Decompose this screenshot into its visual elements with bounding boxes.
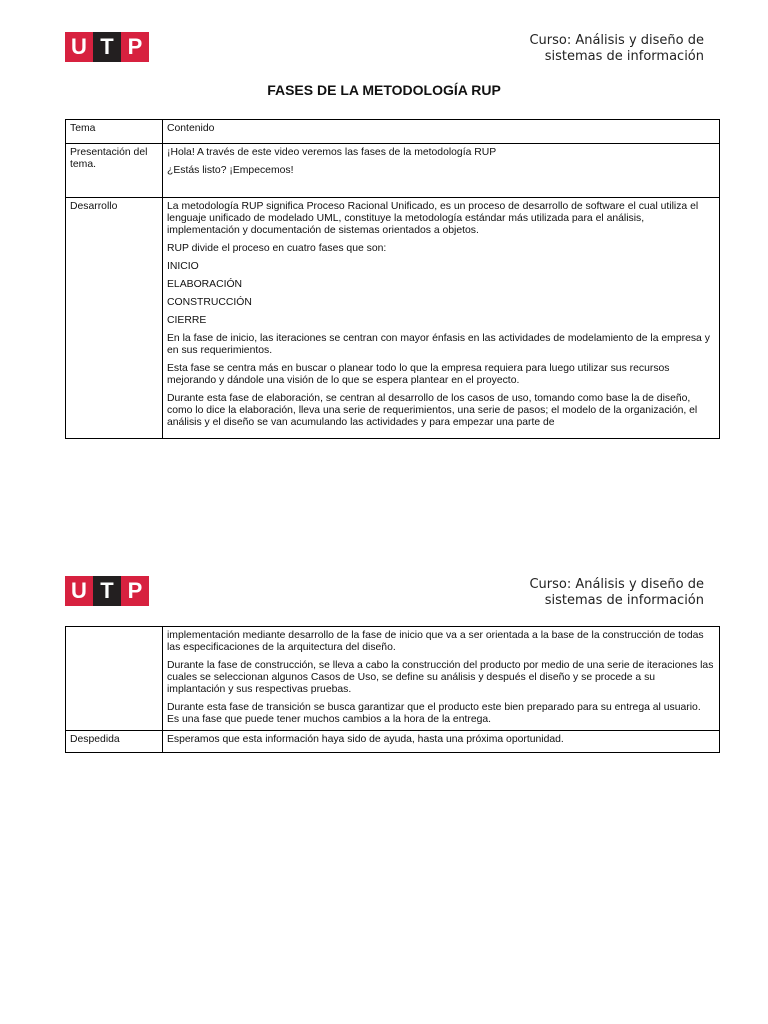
row-tema-despedida: Despedida: [66, 731, 163, 753]
table-header-row: [66, 120, 720, 144]
paragraph: La metodología RUP significa Proceso Racional Unificado, es un proceso de desarrollo de software el cual utiliza el lenguaje unificado de modelado UML, constituye la metodología estándar más utilizada para el análisis, implementación y documentación de sistemas orientados a objetos.: [167, 201, 699, 236]
content-table-continued: [65, 626, 720, 753]
document-title: FASES DE LA METODOLOGÍA RUP: [267, 82, 501, 98]
phase-construccion: CONSTRUCCIÓN: [167, 297, 252, 308]
paragraph: Esta fase se centra más en buscar o planear todo lo que la empresa requiera para luego utilizar sus recursos mejorando y dándole una visión de lo que se espera plantear en el proyecto.: [167, 363, 670, 386]
paragraph: ¿Estás listo? ¡Empecemos!: [167, 165, 294, 176]
document-page-2: [0, 540, 768, 1024]
logo-letter-t: T: [93, 32, 121, 62]
paragraph: ¡Hola! A través de este video veremos las fases de la metodología RUP: [167, 147, 497, 158]
course-line-1: Curso: Análisis y diseño de: [529, 33, 704, 48]
paragraph: Esperamos que esta información haya sido de ayuda, hasta una próxima oportunidad.: [167, 734, 564, 745]
logo-letter-p: P: [121, 576, 149, 606]
row-tema-desarrollo: Desarrollo: [66, 198, 163, 439]
course-name: [529, 577, 704, 609]
logo-letter-u: U: [65, 576, 93, 606]
row-contenido-presentacion: [163, 144, 720, 198]
row-contenido-desarrollo-cont: [163, 627, 720, 731]
row-tema-empty: [66, 627, 163, 731]
table-row: [66, 731, 720, 753]
row-tema-presentacion: Presentación del tema.: [66, 144, 163, 198]
course-name: [529, 33, 704, 65]
table-row: [66, 627, 720, 731]
course-line-2: sistemas de información: [544, 49, 704, 64]
logo-letter-u: U: [65, 32, 93, 62]
column-header-tema: Tema: [66, 120, 163, 144]
paragraph: Durante esta fase de transición se busca garantizar que el producto este bien preparado para su entrega al usuario. Es una fase que puede tener muchos cambios a la hora de la entrega.: [167, 702, 701, 725]
table-row: [66, 144, 720, 198]
utp-logo: [65, 576, 149, 606]
column-header-contenido: Contenido: [163, 120, 720, 144]
paragraph: RUP divide el proceso en cuatro fases que son:: [167, 243, 387, 254]
phase-cierre: CIERRE: [167, 315, 207, 326]
paragraph: implementación mediante desarrollo de la fase de inicio que va a ser orientada a la base de la construcción de todas las especificaciones de la arquitectura del diseño.: [167, 630, 704, 653]
course-line-2: sistemas de información: [544, 593, 704, 608]
table-row: [66, 198, 720, 439]
paragraph: En la fase de inicio, las iteraciones se centran con mayor énfasis en las actividades de modelamiento de la empresa y en sus requerimientos.: [167, 333, 710, 356]
row-contenido-desarrollo: [163, 198, 720, 439]
phase-inicio: INICIO: [167, 261, 199, 272]
paragraph: Durante la fase de construcción, se lleva a cabo la construcción del producto por medio de una serie de iteraciones las cuales se seleccionan algunos Casos de Uso, se define su análisis y después el diseño y se procede a su implantación y sus respectivas pruebas.: [167, 660, 714, 695]
logo-letter-p: P: [121, 32, 149, 62]
paragraph: Durante esta fase de elaboración, se centran al desarrollo de los casos de uso, tomando como base la de diseño, como lo dice la elaboración, lleva una serie de requerimientos, una serie de pasos; el modelo de la organización, el análisis y el diseño se van acumulando las actividades y para empezar una parte de: [167, 393, 698, 428]
utp-logo: [65, 32, 149, 62]
logo-letter-t: T: [93, 576, 121, 606]
phase-elaboracion: ELABORACIÓN: [167, 279, 243, 290]
content-table: [65, 119, 720, 439]
row-contenido-despedida: [163, 731, 720, 753]
course-line-1: Curso: Análisis y diseño de: [529, 577, 704, 592]
